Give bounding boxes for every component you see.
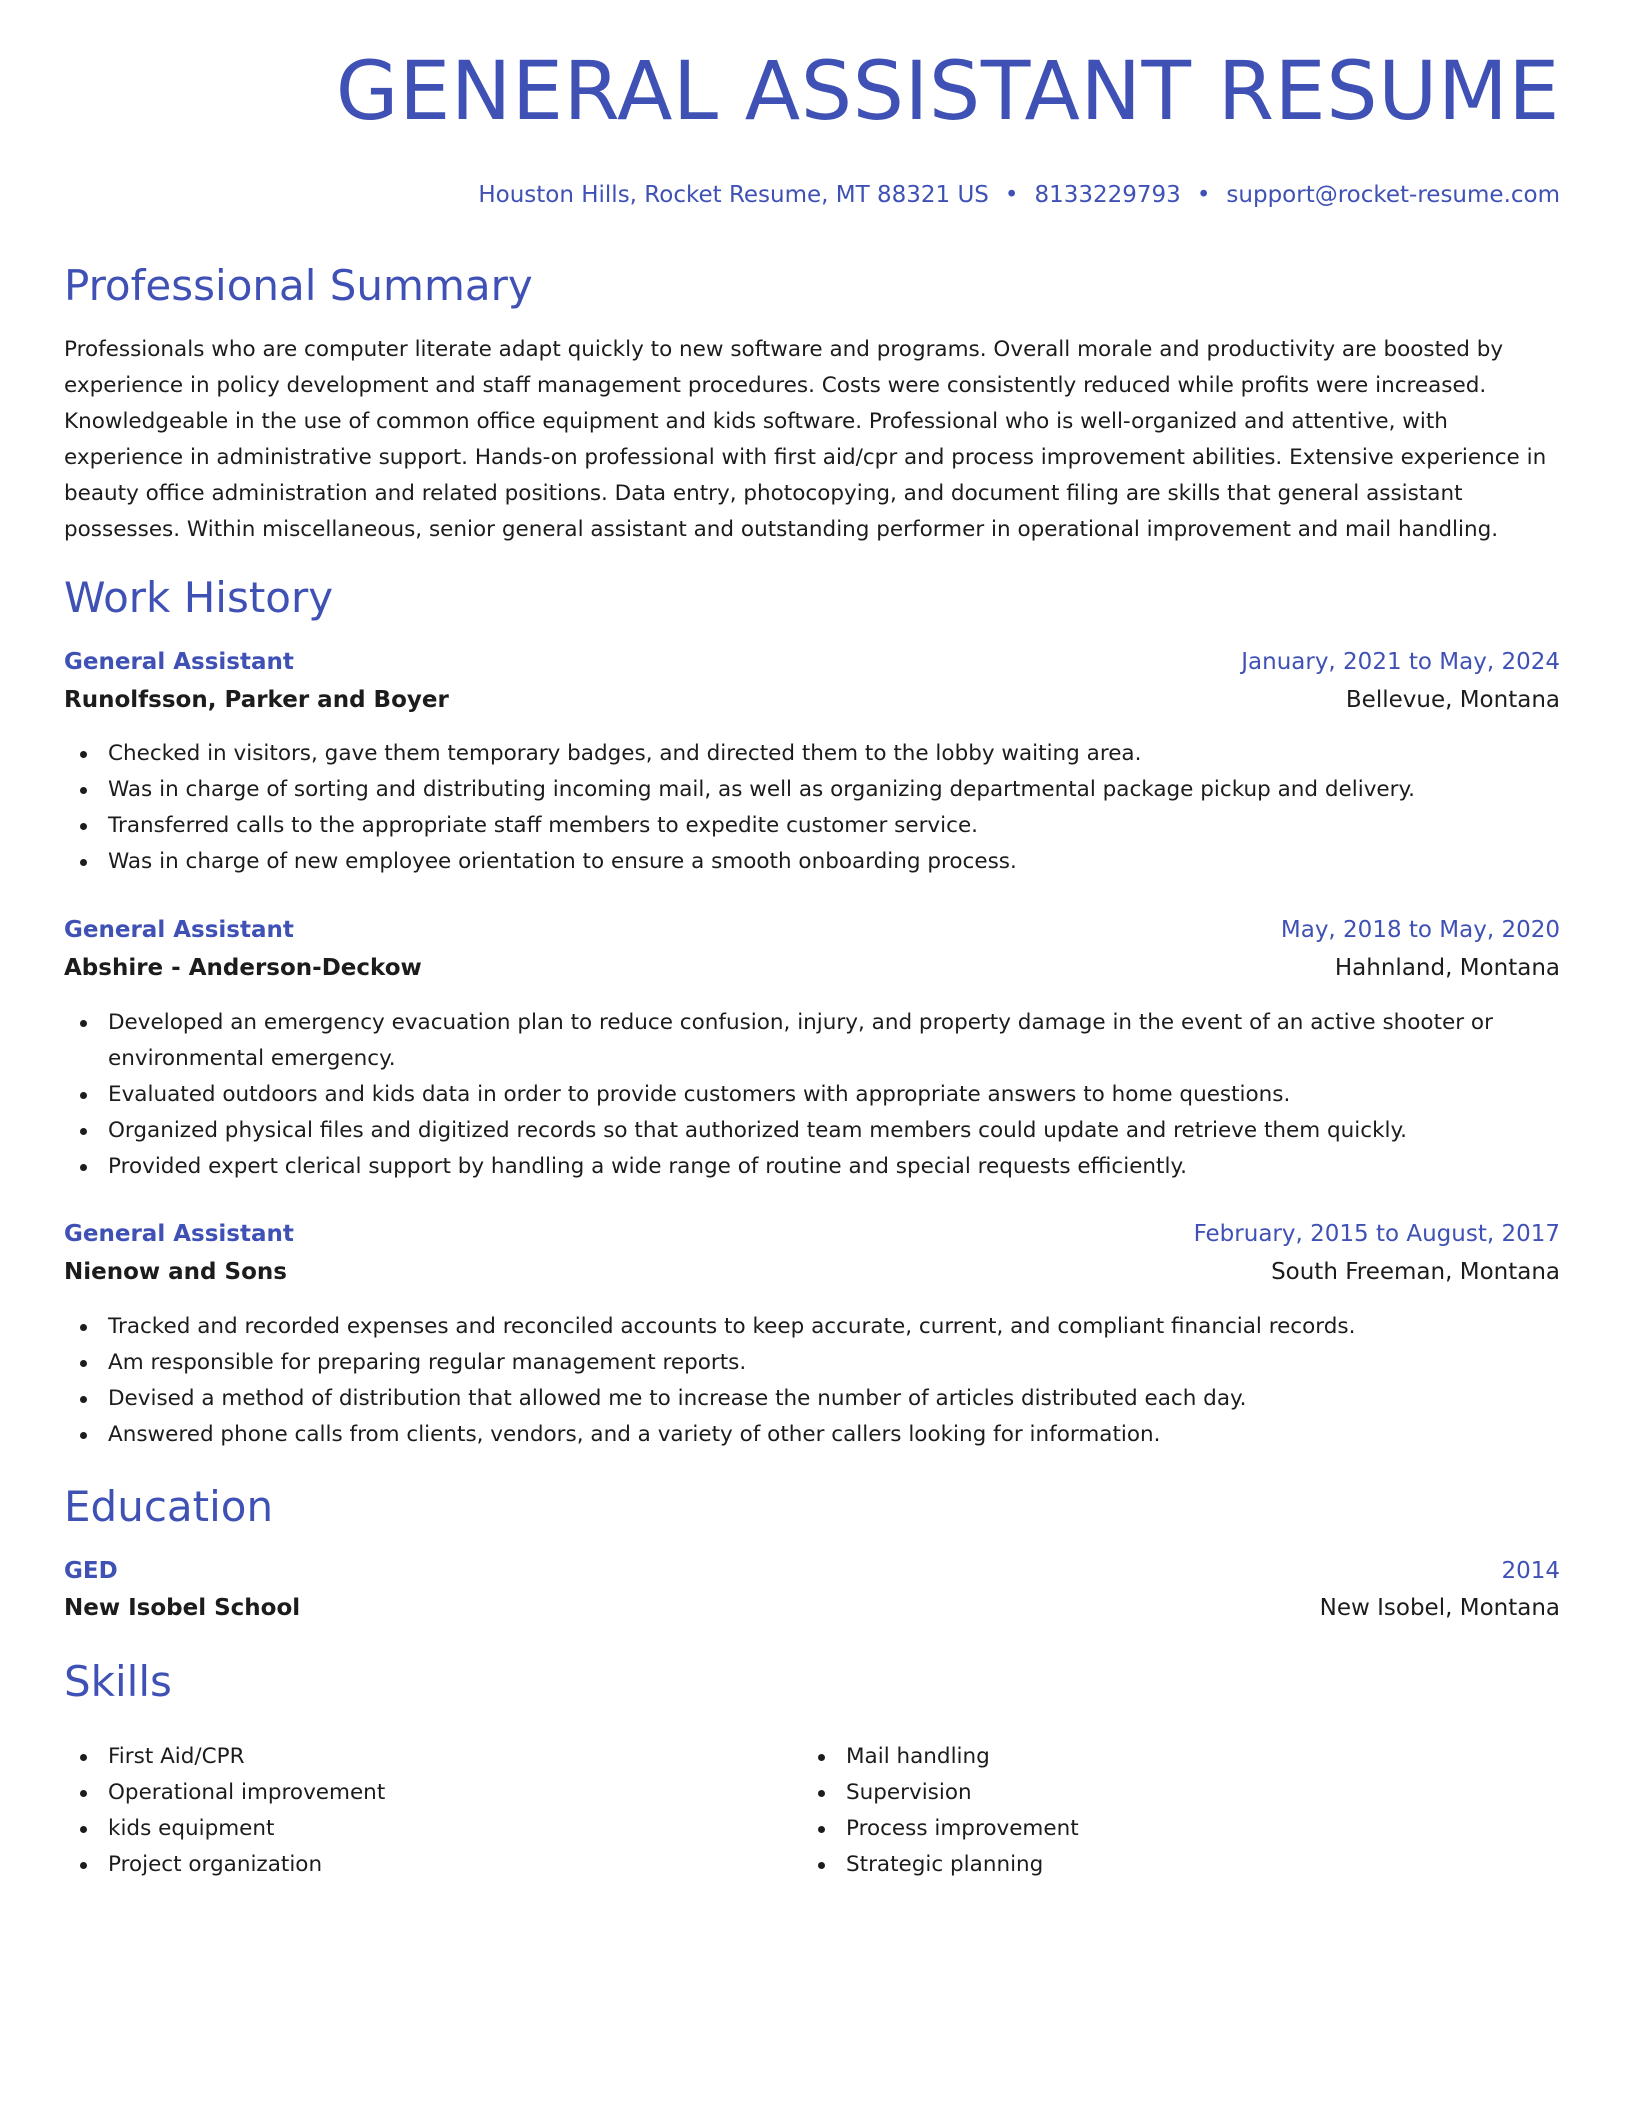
contact-phone: 8133229793 — [1034, 182, 1181, 208]
contact-separator: • — [1196, 182, 1211, 208]
list-item: Developed an emergency evacuation plan to reduce confusion, injury, and property damage in the event of an active shooter or environmental emergency. — [64, 1005, 1560, 1077]
skills-list-right — [802, 1739, 1079, 1883]
skill-item: Operational improvement — [64, 1775, 385, 1811]
job-header — [64, 1218, 1560, 1250]
list-item: Am responsible for preparing regular management reports. — [64, 1345, 1560, 1381]
education-header — [64, 1555, 1560, 1587]
skill-item: Project organization — [64, 1847, 385, 1883]
contact-separator: • — [1004, 182, 1019, 208]
list-item: Organized physical files and digitized records so that authorized team members could update and retrieve them quickly. — [64, 1113, 1560, 1149]
list-item: Checked in visitors, gave them temporary badges, and directed them to the lobby waiting area. — [64, 736, 1560, 772]
job-subheader — [64, 1256, 1560, 1288]
education-subheader — [64, 1592, 1560, 1624]
section-title-summary: Professional Summary — [64, 261, 533, 310]
skill-item: kids equipment — [64, 1811, 385, 1847]
job-dates: May, 2018 to May, 2020 — [1280, 917, 1560, 943]
job-company: Runolfsson, Parker and Boyer — [64, 687, 449, 713]
skill-item: Process improvement — [802, 1811, 1079, 1847]
resume-title: GENERAL ASSISTANT RESUME — [335, 45, 1560, 139]
skill-item: First Aid/CPR — [64, 1739, 385, 1775]
job-subheader — [64, 952, 1560, 984]
education-degree: GED — [64, 1558, 118, 1584]
job-company: Abshire - Anderson-Deckow — [64, 955, 422, 981]
contact-address: Houston Hills, Rocket Resume, MT 88321 US — [478, 182, 989, 208]
job-bullets — [64, 1005, 1560, 1185]
contact-line — [478, 182, 1560, 208]
contact-email: support@rocket-resume.com — [1226, 182, 1560, 208]
education-location: New Isobel, Montana — [1319, 1595, 1560, 1621]
education-year: 2014 — [1501, 1558, 1560, 1584]
job-role: General Assistant — [64, 649, 294, 675]
section-title-skills: Skills — [64, 1657, 172, 1706]
job-dates: February, 2015 to August, 2017 — [1193, 1221, 1560, 1247]
list-item: Transferred calls to the appropriate staff members to expedite customer service. — [64, 808, 1560, 844]
job-subheader — [64, 684, 1560, 716]
list-item: Devised a method of distribution that allowed me to increase the number of articles distributed each day. — [64, 1381, 1560, 1417]
job-location: Bellevue, Montana — [1345, 687, 1560, 713]
list-item: Was in charge of sorting and distributing incoming mail, as well as organizing departmental package pickup and delivery. — [64, 772, 1560, 808]
job-company: Nienow and Sons — [64, 1259, 287, 1285]
job-role: General Assistant — [64, 917, 294, 943]
education-school: New Isobel School — [64, 1595, 301, 1621]
skill-item: Strategic planning — [802, 1847, 1079, 1883]
job-header — [64, 914, 1560, 946]
list-item: Provided expert clerical support by handling a wide range of routine and special requests efficiently. — [64, 1149, 1560, 1185]
section-title-work-history: Work History — [64, 573, 334, 622]
summary-text: Professionals who are computer literate adapt quickly to new software and programs. Overall morale and productivity are boosted by experience in policy development and staff management procedures. Costs were consistently reduced while profits were increased. Knowledgeable in the use of common office equipment and kids software. Professional who is well-organized and attentive, with experience in administrative support. Hands-on professional with first aid/cpr and process improvement abilities. Extensive experience in beauty office administration and related positions. Data entry, photocopying, and document filing are skills that general assistant possesses. Within miscellaneous, senior general assistant and outstanding performer in operational improvement and mail handling. — [64, 337, 1547, 542]
section-title-education: Education — [64, 1482, 274, 1531]
job-header — [64, 646, 1560, 678]
job-location: South Freeman, Montana — [1271, 1259, 1560, 1285]
list-item: Was in charge of new employee orientation to ensure a smooth onboarding process. — [64, 844, 1560, 880]
skill-item: Supervision — [802, 1775, 1079, 1811]
list-item: Answered phone calls from clients, vendors, and a variety of other callers looking for information. — [64, 1417, 1560, 1453]
list-item: Evaluated outdoors and kids data in order to provide customers with appropriate answers to home questions. — [64, 1077, 1560, 1113]
list-item: Tracked and recorded expenses and reconciled accounts to keep accurate, current, and compliant financial records. — [64, 1309, 1560, 1345]
job-bullets — [64, 1309, 1560, 1453]
job-location: Hahnland, Montana — [1334, 955, 1560, 981]
job-bullets — [64, 736, 1560, 880]
skills-list-left — [64, 1739, 385, 1883]
job-role: General Assistant — [64, 1221, 294, 1247]
job-dates: January, 2021 to May, 2024 — [1241, 649, 1560, 675]
skill-item: Mail handling — [802, 1739, 1079, 1775]
